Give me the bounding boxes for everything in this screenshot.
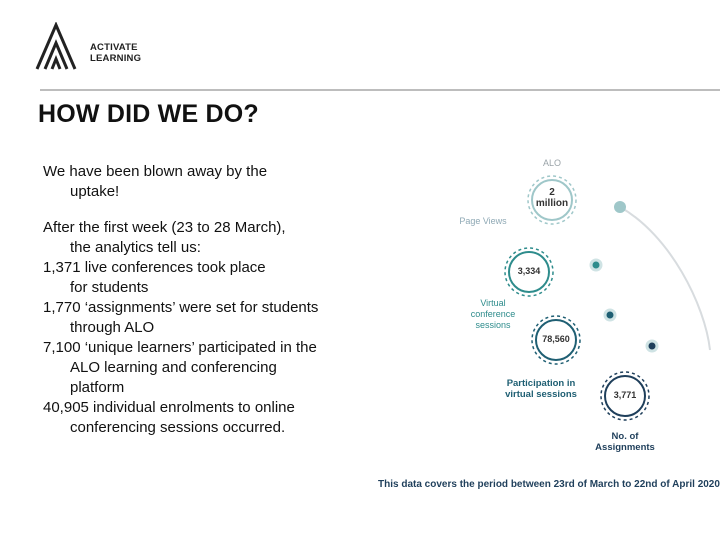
participation-label bbox=[496, 378, 586, 400]
page-views-value-2: million bbox=[535, 198, 569, 209]
alo-label: ALO bbox=[542, 158, 561, 168]
virtual-label bbox=[448, 298, 538, 331]
brand-line-1: ACTIVATE bbox=[90, 42, 138, 53]
brand-line-2: LEARNING bbox=[90, 53, 142, 64]
logo-mark-icon bbox=[34, 22, 82, 72]
connector-arc bbox=[620, 207, 710, 350]
intro-line-2: uptake! bbox=[70, 183, 120, 200]
stat-3-text: ‘unique learners’ participated in the bbox=[80, 339, 317, 356]
stats-infographic bbox=[370, 150, 720, 500]
stat-4-text: individual enrolments to online bbox=[88, 399, 295, 416]
stat-3-cont-2: platform bbox=[70, 379, 125, 396]
stat-2 bbox=[43, 298, 363, 318]
page-views-value bbox=[528, 187, 576, 209]
stat-1-text: live conferences took place bbox=[80, 259, 266, 276]
virtual-value: 3,334 bbox=[517, 266, 541, 276]
dot-virtual bbox=[591, 260, 601, 270]
page-title: HOW DID WE DO? bbox=[38, 100, 259, 128]
stat-3 bbox=[43, 338, 363, 358]
analytics-line-2: the analytics tell us: bbox=[70, 239, 201, 256]
participation-label-1: Participation in bbox=[506, 378, 576, 389]
stat-1 bbox=[43, 258, 363, 278]
participation-label-2: virtual sessions bbox=[505, 389, 577, 400]
participation-value: 78,560 bbox=[542, 334, 570, 344]
dot-page-views bbox=[614, 201, 626, 213]
stat-1-value: 1,371 bbox=[43, 259, 81, 276]
brand-logo bbox=[34, 22, 154, 74]
assignments-value: 3,771 bbox=[613, 390, 637, 400]
header-divider bbox=[40, 89, 720, 91]
assignments-label-2: Assignments bbox=[595, 442, 655, 453]
page-views-value-1: 2 bbox=[549, 187, 555, 198]
stat-2-cont: through ALO bbox=[70, 319, 155, 336]
data-period-note: This data covers the period between 23rd of March to 22nd of April 2020 bbox=[378, 479, 720, 490]
stat-4-value: 40,905 bbox=[43, 399, 89, 416]
virtual-label-1: Virtual bbox=[480, 298, 506, 308]
brand-name bbox=[90, 42, 141, 64]
stat-2-value: 1,770 bbox=[43, 299, 81, 316]
stat-4-cont: conferencing sessions occurred. bbox=[70, 419, 286, 436]
intro-line-1: We have been blown away by the bbox=[43, 163, 268, 180]
body-text bbox=[43, 162, 363, 438]
stat-4 bbox=[43, 398, 363, 418]
stat-3-value: 7,100 bbox=[43, 339, 81, 356]
dot-participation bbox=[605, 310, 615, 320]
dot-assignments bbox=[647, 341, 657, 351]
stat-1-cont: for students bbox=[70, 279, 149, 296]
assignments-label bbox=[585, 431, 665, 453]
virtual-label-3: sessions bbox=[475, 320, 511, 330]
page-views-label: Page Views bbox=[459, 216, 507, 226]
assignments-label-1: No. of bbox=[611, 431, 639, 442]
stat-2-text: ‘assignments’ were set for students bbox=[80, 299, 319, 316]
virtual-label-2: conference bbox=[470, 309, 516, 319]
stat-3-cont: ALO learning and conferencing bbox=[70, 359, 277, 376]
analytics-line-1: After the first week (23 to 28 March), bbox=[43, 219, 286, 236]
